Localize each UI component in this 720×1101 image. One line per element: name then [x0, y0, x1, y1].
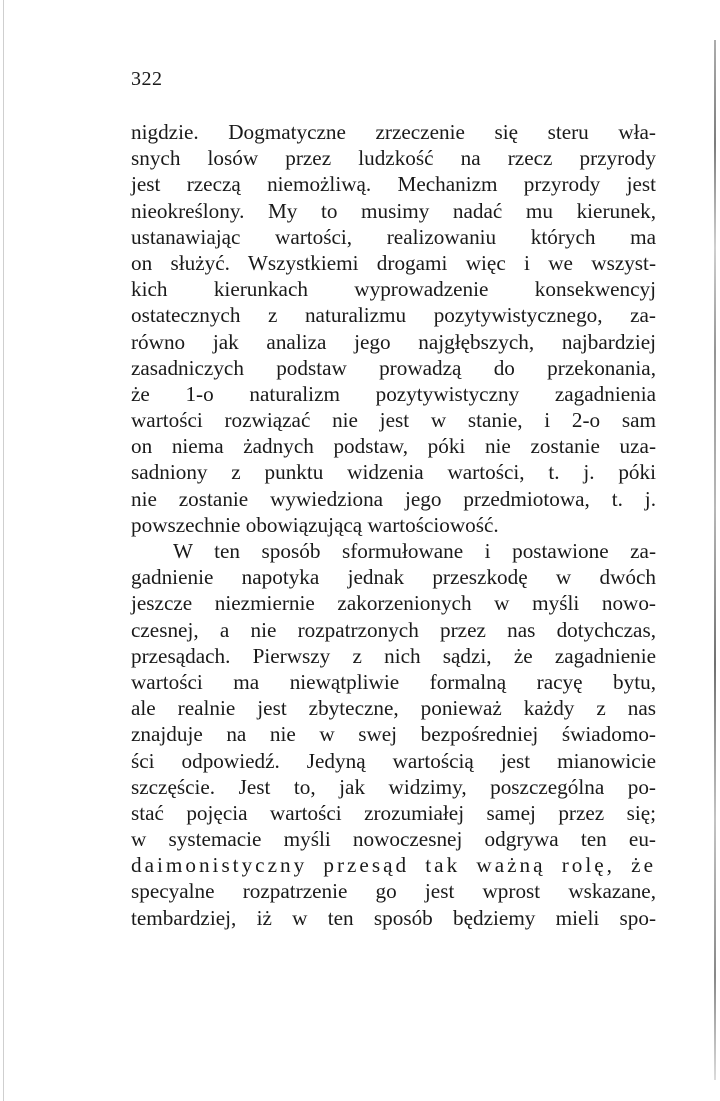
text-line: równo jak analiza jego najgłębszych, najbardziej [131, 329, 656, 354]
text-line: snych losów przez ludzkość na rzecz przyrody [131, 146, 656, 171]
text-line: nieokreślony. My to musimy nadać mu kierunek, [131, 198, 656, 223]
text-line: sadniony z punktu widzenia wartości, t. j. póki [131, 460, 656, 485]
page-edge-left [3, 0, 4, 1101]
page-edge-right [714, 40, 716, 1080]
paragraph-start-line: W ten sposób sformułowane i postawione za- [173, 539, 656, 563]
text-line: czesnej, a nie rozpatrzonych przez nas dotychczas, [131, 617, 656, 642]
text-line: ustanawiając wartości, realizowaniu których ma [131, 224, 656, 249]
text-line: że 1-o naturalizm pozytywistyczny zagadnienia [131, 381, 656, 406]
text-line: on służyć. Wszystkiemi drogami więc i we wszyst- [131, 250, 656, 275]
text-line: gadnienie napotyka jednak przeszkodę w dwóch [131, 565, 656, 590]
text-line: nie zostanie wywiedziona jego przedmiotowa, t. j. [131, 486, 656, 511]
text-line: ostatecznych z naturalizmu pozytywistycznego, za- [131, 303, 656, 328]
text-line: jeszcze niezmiernie zakorzenionych w myśli nowo- [131, 591, 656, 616]
text-line: nigdzie. Dogmatyczne zrzeczenie się steru wła- [131, 120, 656, 144]
text-line: tembardziej, iż w ten sposób będziemy mieli spo- [131, 905, 656, 930]
text-line: on niema żadnych podstaw, póki nie zostanie uza- [131, 434, 656, 459]
paragraph-end-line: powszechnie obowiązującą wartościowość. [131, 512, 499, 537]
text-line: zasadniczych podstaw prowadzą do przekonania, [131, 355, 656, 380]
text-line: kich kierunkach wyprowadzenie konsekwencyj [131, 277, 656, 302]
text-line: wartości rozwiązać nie jest w stanie, i 2-o sam [131, 408, 656, 433]
text-line: daimonistyczny przesąd tak ważną rolę, że [131, 853, 656, 878]
text-line: wartości ma niewątpliwie formalną racyę bytu, [131, 669, 656, 694]
text-line: ale realnie jest zbyteczne, ponieważ każdy z nas [131, 696, 656, 721]
page-number: 322 [131, 68, 163, 90]
text-line: stać pojęcia wartości zrozumiałej samej przez się; [131, 800, 656, 825]
text-line: szczęście. Jest to, jak widzimy, poszczególna po- [131, 774, 656, 799]
text-line: przesądach. Pierwszy z nich sądzi, że zagadnienie [131, 643, 656, 668]
body-text [131, 119, 656, 931]
text-line: znajduje na nie w swej bezpośredniej świadomo- [131, 722, 656, 747]
text-line: w systemacie myśli nowoczesnej odgrywa ten eu- [131, 827, 656, 852]
text-line: ści odpowiedź. Jedyną wartością jest mianowicie [131, 748, 656, 773]
text-line: specyalne rozpatrzenie go jest wprost wskazane, [131, 879, 656, 904]
text-line: jest rzeczą niemożliwą. Mechanizm przyrody jest [131, 172, 656, 197]
